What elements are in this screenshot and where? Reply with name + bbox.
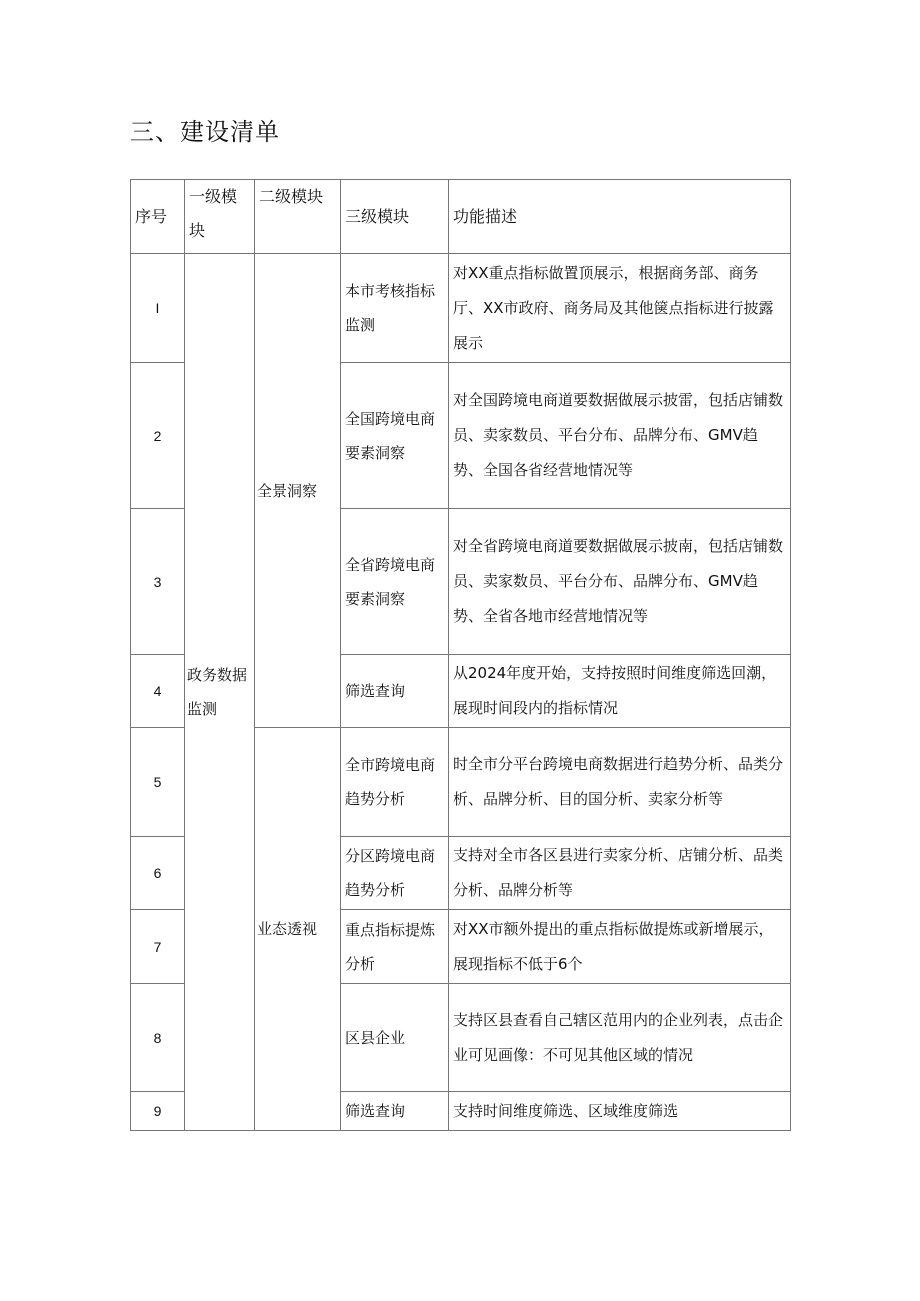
row-level3: 区县企业	[341, 984, 449, 1092]
table-row	[131, 254, 791, 363]
row-seq: 9	[131, 1092, 185, 1131]
section-title: 三、建设清单	[130, 118, 280, 146]
level2-module-cell: 业态透视	[255, 728, 341, 1131]
row-desc: 支持区县查看自己辖区范用内的企业列表，点击企业可见画像：不可见其他区域的情况	[449, 984, 791, 1092]
row-desc: 支持时间维度筛选、区域维度筛选	[449, 1092, 791, 1131]
row-desc: 对XX重点指标做置顶展示，根据商务部、商务厅、XX市政府、商务局及其他箧点指标进行披露展示	[449, 254, 791, 363]
row-desc: 从2024年度开始，支持按照时间维度筛选回潮，展现时间段内的指标情况	[449, 655, 791, 728]
row-desc: 对全国跨境电商道要数据做展示披雷，包括店铺数员、卖家数员、平台分布、品牌分布、GMV趋势、全国各省经营地情况等	[449, 363, 791, 509]
row-level3: 重点指标提炼分析	[341, 910, 449, 984]
row-desc: 对XX市额外提出的重点指标做提炼或新增展示，展现指标不低于6个	[449, 910, 791, 984]
row-seq: 5	[131, 728, 185, 837]
row-desc: 支持对全市各区县进行卖家分析、店铺分析、品类分析、品牌分析等	[449, 837, 791, 910]
row-seq: 7	[131, 910, 185, 984]
header-level1: 一级模块	[185, 180, 255, 254]
row-seq: 8	[131, 984, 185, 1092]
row-seq: 3	[131, 509, 185, 655]
row-desc: 对全省跨境电商道要数据做展示披南，包括店铺数员、卖家数员、平台分布、品牌分布、GMV趋势、全省各地市经营地情况等	[449, 509, 791, 655]
row-desc: 时全市分平台跨境电商数据进行趋势分析、品类分析、品牌分析、目的国分析、卖家分析等	[449, 728, 791, 837]
row-level3: 本市考核指标监测	[341, 254, 449, 363]
row-seq: 4	[131, 655, 185, 728]
header-desc: 功能描述	[449, 180, 791, 254]
row-level3: 分区跨境电商趋势分析	[341, 837, 449, 910]
header-seq: 序号	[131, 180, 185, 254]
row-level3: 全国跨境电商要素洞察	[341, 363, 449, 509]
header-level3: 三级模块	[341, 180, 449, 254]
row-level3: 筛选查询	[341, 1092, 449, 1131]
row-seq: I	[131, 254, 185, 363]
row-seq: 2	[131, 363, 185, 509]
row-level3: 全省跨境电商要素洞察	[341, 509, 449, 655]
level1-module-cell: 政务数据监测	[185, 254, 255, 1131]
table-header-row	[131, 180, 791, 254]
row-level3: 筛选查询	[341, 655, 449, 728]
row-seq: 6	[131, 837, 185, 910]
row-level3: 全市跨境电商趋势分析	[341, 728, 449, 837]
level2-module-cell: 全景洞察	[255, 254, 341, 728]
construction-list-table	[130, 179, 791, 1131]
header-level2: 二级模块	[255, 180, 341, 254]
